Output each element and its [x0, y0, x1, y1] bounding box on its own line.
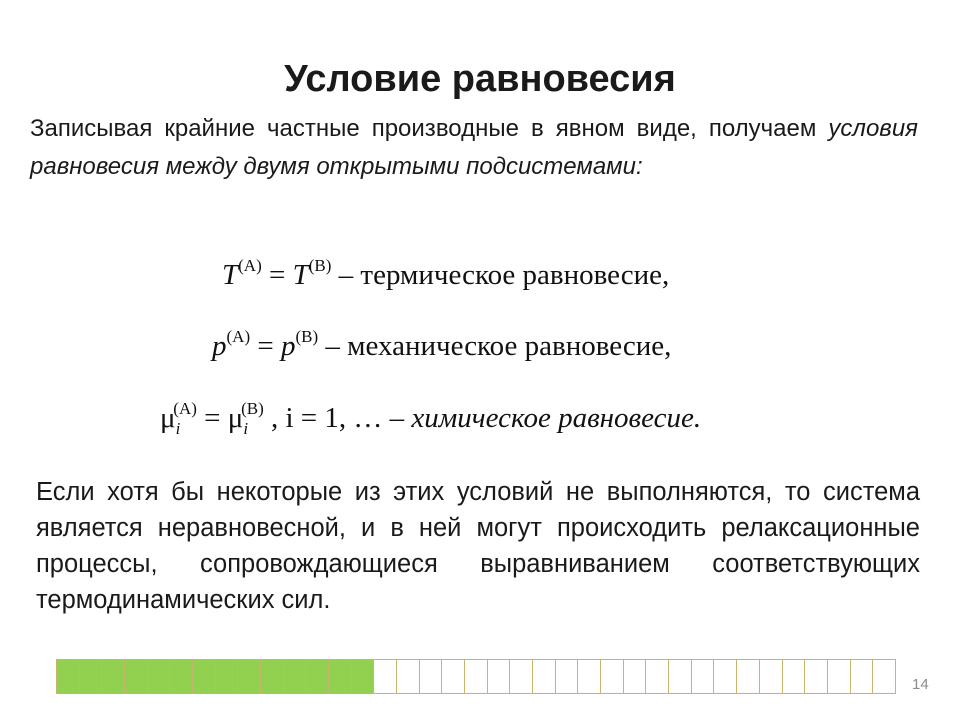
progress-cell [737, 660, 760, 693]
eq2-rhs-var: p [280, 330, 296, 362]
progress-cell [533, 660, 556, 693]
progress-cell [510, 660, 533, 693]
progress-cell-done [284, 660, 307, 693]
eq1-rhs-var: T [292, 259, 309, 291]
eq3-rhs-sup: (B) [241, 399, 264, 418]
eq1-rhs-sup: (B) [308, 256, 332, 275]
progress-cell [374, 660, 397, 693]
eq2-eq-sign: = [250, 330, 281, 362]
progress-cell-done [170, 660, 193, 693]
eq3-condition: , i = 1, … [263, 402, 383, 434]
progress-cell [805, 660, 828, 693]
progress-cell [851, 660, 874, 693]
eq2-lhs-var: p [212, 330, 227, 362]
progress-cell [692, 660, 715, 693]
progress-cell-done [329, 660, 352, 693]
progress-cell-done [102, 660, 125, 693]
eq3-lhs-sup: (A) [173, 399, 197, 418]
progress-cell [488, 660, 511, 693]
eq3-eq-sign: = [196, 402, 228, 434]
eq3-lhs-sub: i [175, 419, 181, 438]
intro-text: Записывая крайние частные производные в явном виде, получаем [30, 115, 817, 142]
progress-cell-done [238, 660, 261, 693]
intro-paragraph [30, 110, 918, 186]
progress-cell [578, 660, 601, 693]
eq1-lhs-var: T [222, 259, 239, 291]
progress-cell [601, 660, 624, 693]
chemical-equilibrium-equation [160, 399, 701, 439]
progress-cell [828, 660, 851, 693]
progress-cell-done [57, 660, 80, 693]
eq2-description: – механическое равновесие, [318, 330, 672, 362]
progress-cell [646, 660, 669, 693]
progress-cell-done [306, 660, 329, 693]
progress-cell [420, 660, 443, 693]
progress-cell-done [80, 660, 103, 693]
progress-cell-done [193, 660, 216, 693]
progress-cell [873, 660, 896, 693]
eq3-description: химическое равновесие. [411, 402, 702, 434]
eq1-lhs-sup: (A) [238, 256, 262, 275]
progress-cell [783, 660, 806, 693]
progress-cell [465, 660, 488, 693]
eq3-dash: – [382, 402, 412, 434]
progress-cell [397, 660, 420, 693]
progress-cell [669, 660, 692, 693]
progress-cell-done [125, 660, 148, 693]
eq2-rhs-sup: (B) [295, 327, 319, 346]
slide-title: Условие равновесия [284, 58, 676, 100]
eq3-rhs-var: μ [227, 402, 244, 434]
progress-cell [556, 660, 579, 693]
progress-cell [624, 660, 647, 693]
eq3-rhs-sub: i [243, 419, 249, 438]
intro-italic-text: условия равновесия между двумя открытыми подсистемами: [30, 115, 918, 180]
progress-cell-done [216, 660, 239, 693]
eq1-description: – термическое равновесие, [331, 259, 670, 291]
conclusion-paragraph: Если хотя бы некоторые из этих условий не выполняются, то система является неравновесной, и в ней могут происходить релаксационные процессы, сопровождающиеся выравниванием соответствующих термодинамических сил. [36, 478, 920, 614]
progress-cell-done [148, 660, 171, 693]
progress-cell [714, 660, 737, 693]
progress-cell-done [352, 660, 375, 693]
eq3-lhs-var: μ [160, 402, 176, 434]
page-number: 14 [912, 676, 929, 693]
eq1-eq-sign: = [261, 259, 293, 291]
progress-cell-done [261, 660, 284, 693]
eq2-lhs-sup: (A) [226, 327, 251, 346]
progress-cell [760, 660, 783, 693]
progress-cell [442, 660, 465, 693]
slide-progress-bar [56, 659, 896, 694]
mechanical-equilibrium-equation [212, 327, 671, 363]
thermal-equilibrium-equation [222, 256, 669, 292]
